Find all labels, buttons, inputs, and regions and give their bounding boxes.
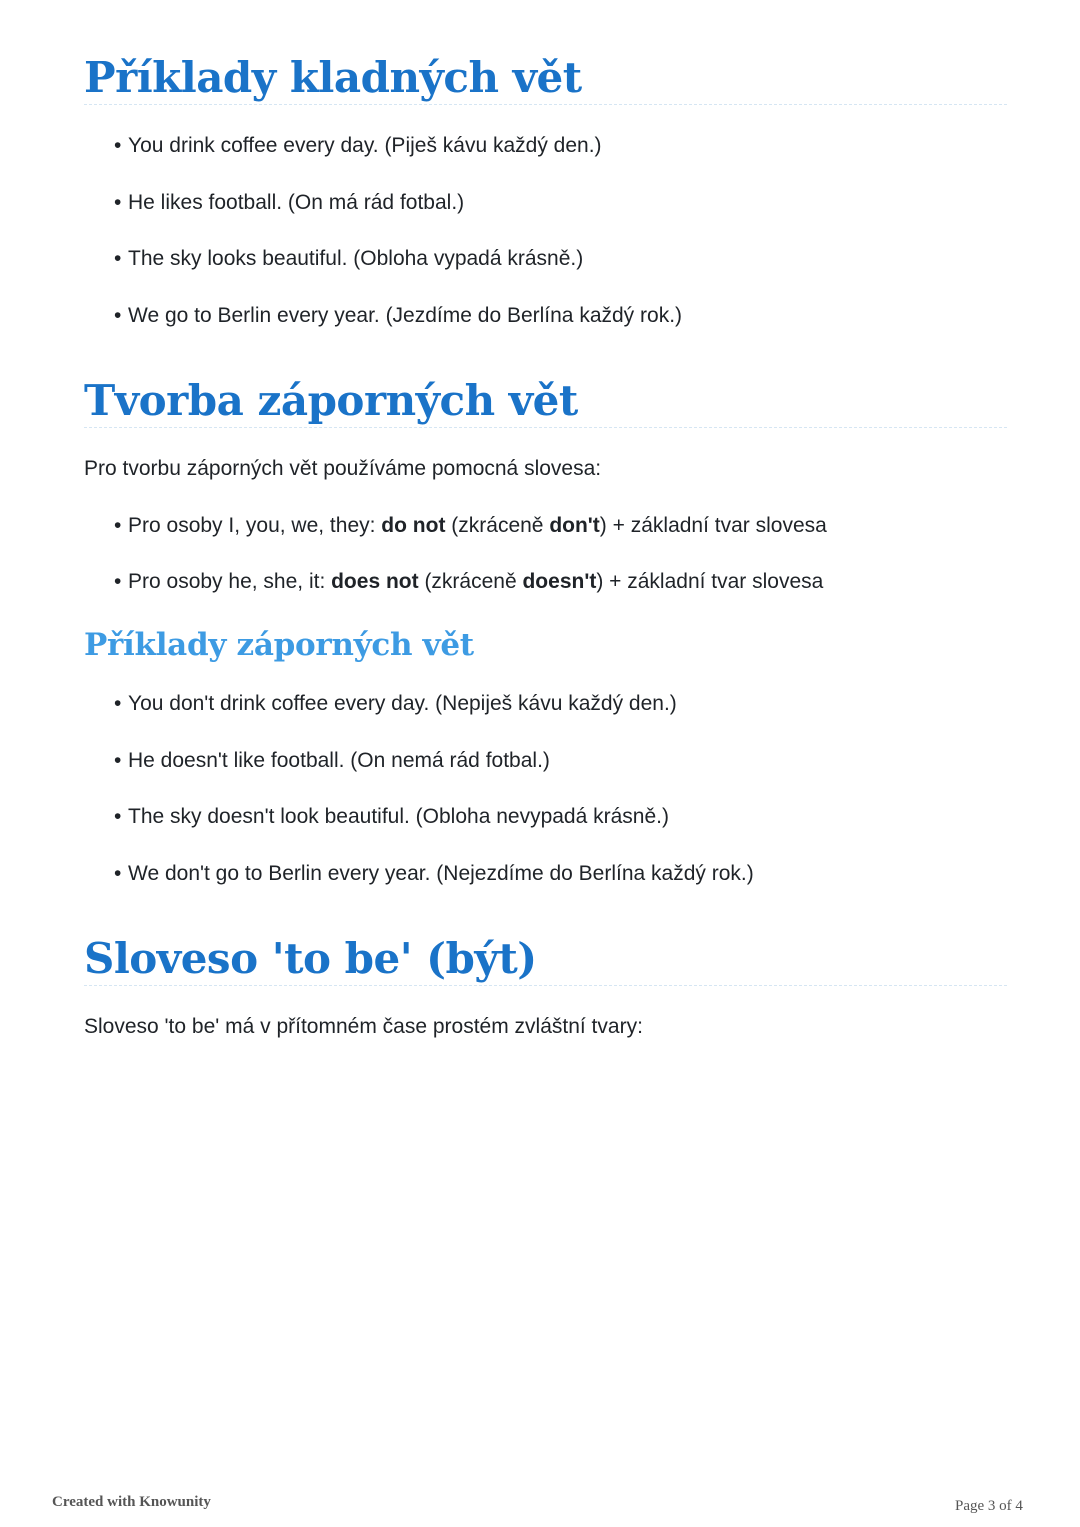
negative-formation-intro: Pro tvorbu záporných vět používáme pomocná slovesa: — [84, 457, 602, 480]
list-item: • The sky looks beautiful. (Obloha vypadá krásně.) — [114, 247, 584, 270]
footer-created-with: Created with Knowunity — [52, 1494, 211, 1510]
bullet-icon: • — [114, 570, 122, 593]
bullet-icon: • — [114, 862, 122, 885]
heading-divider — [84, 427, 1007, 428]
bullet-icon: • — [114, 692, 122, 715]
bullet-icon: • — [114, 191, 122, 214]
heading-to-be: Sloveso 'to be' (být) — [84, 934, 537, 983]
list-item: • You don't drink coffee every day. (Nepiješ kávu každý den.) — [114, 692, 677, 715]
heading-negative-formation: Tvorba záporných vět — [84, 376, 578, 425]
list-item: • Pro osoby I, you, we, they: do not (zkráceně don't) + základní tvar slovesa — [114, 514, 827, 537]
list-item: • Pro osoby he, she, it: does not (zkráceně doesn't) + základní tvar slovesa — [114, 570, 824, 593]
list-item: • We go to Berlin every year. (Jezdíme do Berlína každý rok.) — [114, 304, 683, 327]
bullet-icon: • — [114, 805, 122, 828]
to-be-intro: Sloveso 'to be' má v přítomném čase prostém zvláštní tvary: — [84, 1015, 643, 1038]
bullet-icon: • — [114, 247, 122, 270]
list-item: • You drink coffee every day. (Piješ kávu každý den.) — [114, 134, 602, 157]
footer-page-number: Page 3 of 4 — [955, 1498, 1023, 1514]
list-item: • He doesn't like football. (On nemá rád fotbal.) — [114, 749, 550, 772]
heading-divider — [84, 104, 1007, 105]
bullet-icon: • — [114, 304, 122, 327]
bullet-icon: • — [114, 514, 122, 537]
list-item: • The sky doesn't look beautiful. (Obloha nevypadá krásně.) — [114, 805, 669, 828]
list-item: • He likes football. (On má rád fotbal.) — [114, 191, 465, 214]
heading-divider — [84, 985, 1007, 986]
bullet-icon: • — [114, 134, 122, 157]
heading-positive-examples: Příklady kladných vět — [84, 53, 582, 102]
heading-negative-examples: Příklady záporných vět — [84, 627, 474, 663]
list-item: • We don't go to Berlin every year. (Nejezdíme do Berlína každý rok.) — [114, 862, 754, 885]
bullet-icon: • — [114, 749, 122, 772]
